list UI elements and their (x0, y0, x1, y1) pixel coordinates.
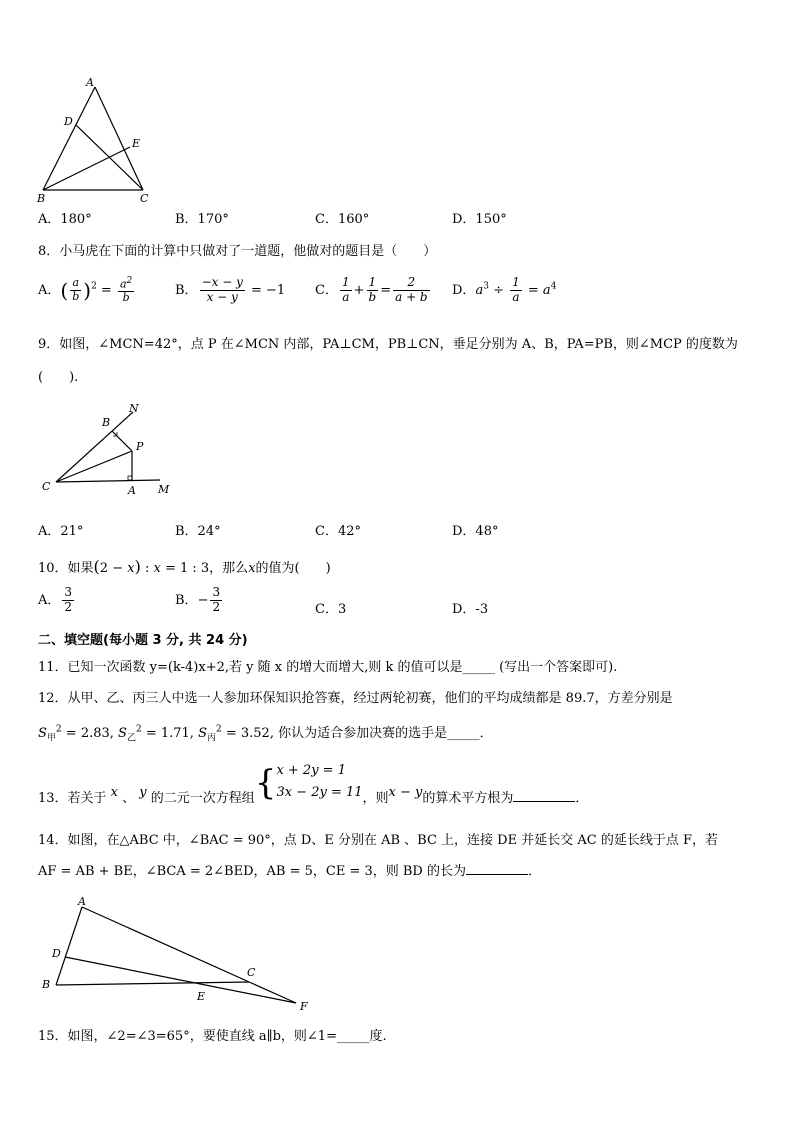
q13-stem: 13．若关于 x 、 y 的二元一次方程组{x + 2y = 1 3x − 2y = 11，则x − y的算术平方根为 ． (38, 763, 589, 806)
q9-option-d: D．48° (452, 524, 499, 539)
label-f: F (300, 1000, 308, 1013)
label-c: C (140, 192, 149, 204)
q8-option-a: A．( $\frac{a}{b}$ )$^2$ = $\frac{a^2}{b}$ (38, 276, 133, 305)
q9-option-b: B．24° (175, 524, 221, 539)
q10-option-b: B．− $\frac{3}{2}$ (175, 585, 221, 614)
figure-angle-mcn-q9 (36, 400, 176, 500)
label-b: B (102, 416, 111, 429)
q9-option-a: A．21° (38, 524, 84, 539)
q14-stem-line1: 14．如图，在△ABC 中，∠BAC = 90°，点 D、E 分别在 AB 、BC 上，连接 DE 并延长交 AC 的延长线于点 F，若 (38, 833, 718, 848)
label-p: P (136, 440, 144, 453)
q10-option-a: A． $\frac{3}{2}$ (38, 585, 73, 614)
q9-option-c: C．42° (315, 524, 361, 539)
q8-option-c: C． $\frac{1}{a}$ + $\frac{1}{b}$ = $\frac{2}{a + b}$ (315, 275, 428, 304)
q15-stem: 15．如图，∠2=∠3=65°，要使直线 a∥b，则∠1=_____度. (38, 1029, 387, 1044)
q7-option-a: A．180° (38, 212, 92, 227)
q7-option-d: D．150° (452, 212, 507, 227)
label-n: N (129, 402, 139, 415)
q8-option-b: B． $\frac{-x - y}{x - y}$ = −1 (175, 275, 286, 304)
label-m: M (158, 483, 170, 496)
q8-option-d: D．$a^3$ ÷ $\frac{1}{a}$ = $a^4$ (452, 275, 557, 304)
figure-triangle-abc-q14 (36, 893, 316, 1015)
q10-stem: 10．如果(2 − x) : x = 1 : 3，那么x的值为( ) (38, 557, 331, 576)
q7-option-c: C．160° (315, 212, 370, 227)
label-e: E (197, 990, 206, 1003)
q10-option-d: D．-3 (452, 602, 489, 617)
label-c: C (247, 966, 256, 979)
q11-stem: 11．已知一次函数 y=(k-4)x+2,若 y 随 x 的增大而增大,则 k 的值可以是_____ (写出一个答案即可). (38, 660, 618, 675)
q10-option-c: C．3 (315, 602, 347, 617)
label-b: B (37, 192, 46, 204)
label-b: B (42, 978, 51, 991)
figure-triangle-abc-q7 (30, 74, 160, 204)
label-a: A (86, 76, 94, 89)
q12-stem-line2: $S_甲^2 = 2.83$, $S_乙^2 = 1.71$, $S_丙^2 = 3.52$, 你认为适合参加决赛的选手是_____． (38, 724, 493, 744)
section-heading-fill-blank: 二、填空题(每小题 3 分, 共 24 分) (38, 633, 248, 648)
q7-option-b: B．170° (175, 212, 229, 227)
label-e: E (132, 137, 141, 150)
label-a: A (128, 484, 136, 497)
q12-stem-line1: 12．从甲、乙、丙三人中选一人参加环保知识抢答赛，经过两轮初赛，他们的平均成绩都是 89.7，方差分别是 (38, 691, 673, 706)
q14-stem-line2: AF = AB + BE，∠BCA = 2∠BED，AB = 5，CE = 3，则 BD 的长为 ． (38, 864, 542, 879)
label-d: D (52, 947, 61, 960)
label-a: A (78, 895, 86, 908)
label-d: D (64, 115, 73, 128)
q9-stem-cont: ( ). (38, 370, 79, 385)
q9-stem: 9．如图，∠MCN=42°，点 P 在∠MCN 内部，PA⊥CM，PB⊥CN，垂足分别为 A、B，PA=PB，则∠MCP 的度数为 (38, 337, 738, 352)
q8-stem: 8．小马虎在下面的计算中只做对了一道题，他做对的题目是（ ） (38, 244, 437, 259)
label-c: C (42, 480, 51, 493)
